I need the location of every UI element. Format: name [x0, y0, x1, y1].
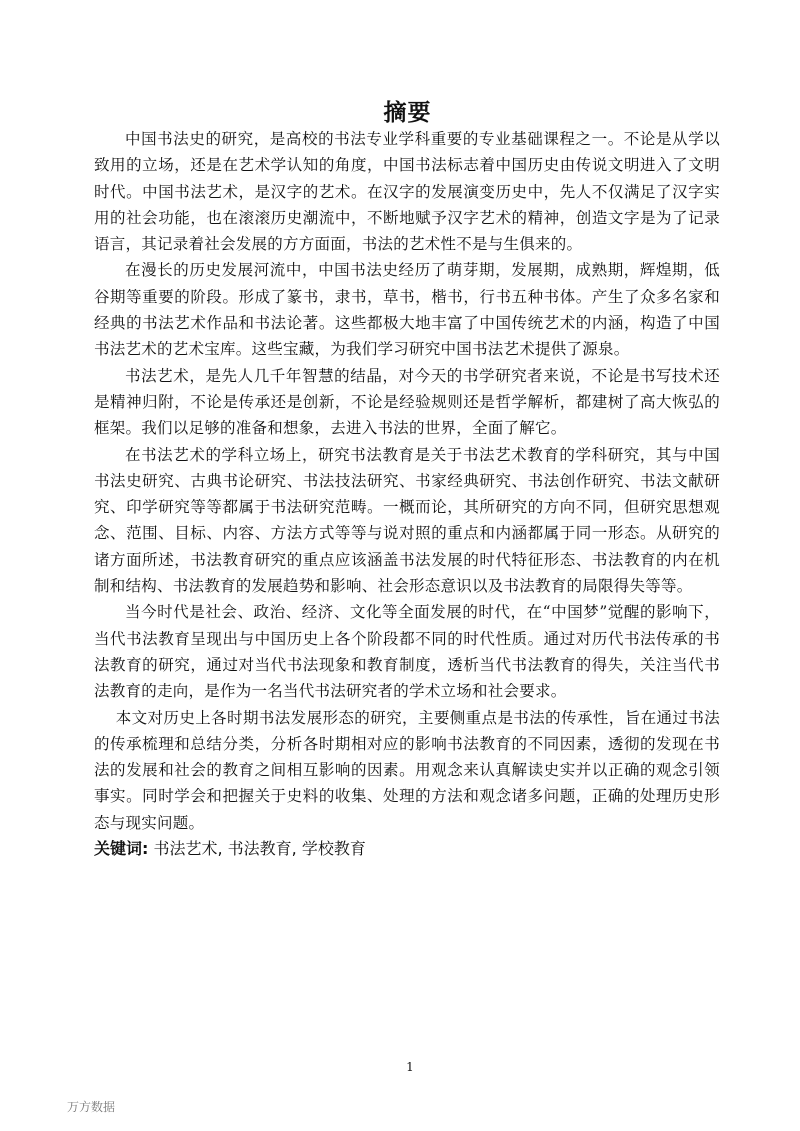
abstract-body	[94, 126, 720, 862]
abstract-title: 摘要	[383, 100, 432, 126]
keywords-line	[94, 836, 720, 862]
abstract-paragraph-1: 中国书法史的研究，是高校的书法专业学科重要的专业基础课程之一。不论是从学以致用的立场，还是在艺术学认知的角度，中国书法标志着中国历史由传说文明进入了文明时代。中国书法艺术，是汉字的艺术。在汉字的发展演变历史中，先人不仅满足了汉字实用的社会功能，也在滚滚历史潮流中，不断地赋予汉字艺术的精神，创造文字是为了记录语言，其记录着社会发展的方方面面，书法的艺术性不是与生俱来的。	[94, 130, 720, 254]
abstract-paragraph-3: 书法艺术，是先人几千年智慧的结晶，对今天的书学研究者来说，不论是书写技术还是精神归附，不论是传承还是创新，不论是经验规则还是哲学解析，都建树了高大恢弘的框架。我们以足够的准备和想象，去进入书法的世界，全面了解它。	[94, 366, 720, 438]
keywords-value: 书法艺术, 书法教育, 学校教育	[153, 839, 366, 859]
abstract-paragraph-5: 当今时代是社会、政治、经济、文化等全面发展的时代，在“中国梦”觉醒的影响下，当代书法教育呈现出与中国历史上各个阶段都不同的时代性质。通过对历代书法传承的书法教育的研究，通过对当代书法现象和教育制度，透析当代书法教育的得失，关注当代书法教育的走向，是作为一名当代书法研究者的学术立场和社会要求。	[94, 603, 720, 701]
keywords-label: 关键词:	[94, 839, 149, 859]
abstract-paragraph-2: 在漫长的历史发展河流中，中国书法史经历了萌芽期，发展期，成熟期，辉煌期，低谷期等重要的阶段。形成了篆书，隶书，草书，楷书，行书五种书体。产生了众多名家和经典的书法艺术作品和书法论著。这些都极大地丰富了中国传统艺术的内涵，构造了中国书法艺术的艺术宝库。这些宝藏，为我们学习研究中国书法艺术提供了源泉。	[94, 261, 720, 359]
page-number: 1	[406, 1060, 414, 1074]
source-watermark: 万方数据	[67, 1100, 116, 1114]
abstract-paragraph-6: 本文对历史上各时期书法发展形态的研究，主要侧重点是书法的传承性，旨在通过书法的传承梳理和总结分类，分析各时期相对应的影响书法教育的不同因素，透彻的发现在书法的发展和社会的教育之间相互影响的因素。用观念来认真解读史实并以正确的观念引领事实。同时学会和把握关于史料的收集、处理的方法和观念诸多问题，正确的处理历史形态与现实问题。	[94, 708, 720, 832]
abstract-paragraph-4: 在书法艺术的学科立场上，研究书法教育是关于书法艺术教育的学科研究，其与中国书法史研究、古典书论研究、书法技法研究、书家经典研究、书法创作研究、书法文献研究、印学研究等等都属于书法研究范畴。一概而论，其所研究的方向不同，但研究思想观念、范围、目标、内容、方法方式等等与说对照的重点和内涵都属于同一形态。从研究的诸方面所述，书法教育研究的重点应该涵盖书法发展的时代特征形态、书法教育的内在机制和结构、书法教育的发展趋势和影响、社会形态意识以及书法教育的局限得失等等。	[94, 445, 720, 596]
